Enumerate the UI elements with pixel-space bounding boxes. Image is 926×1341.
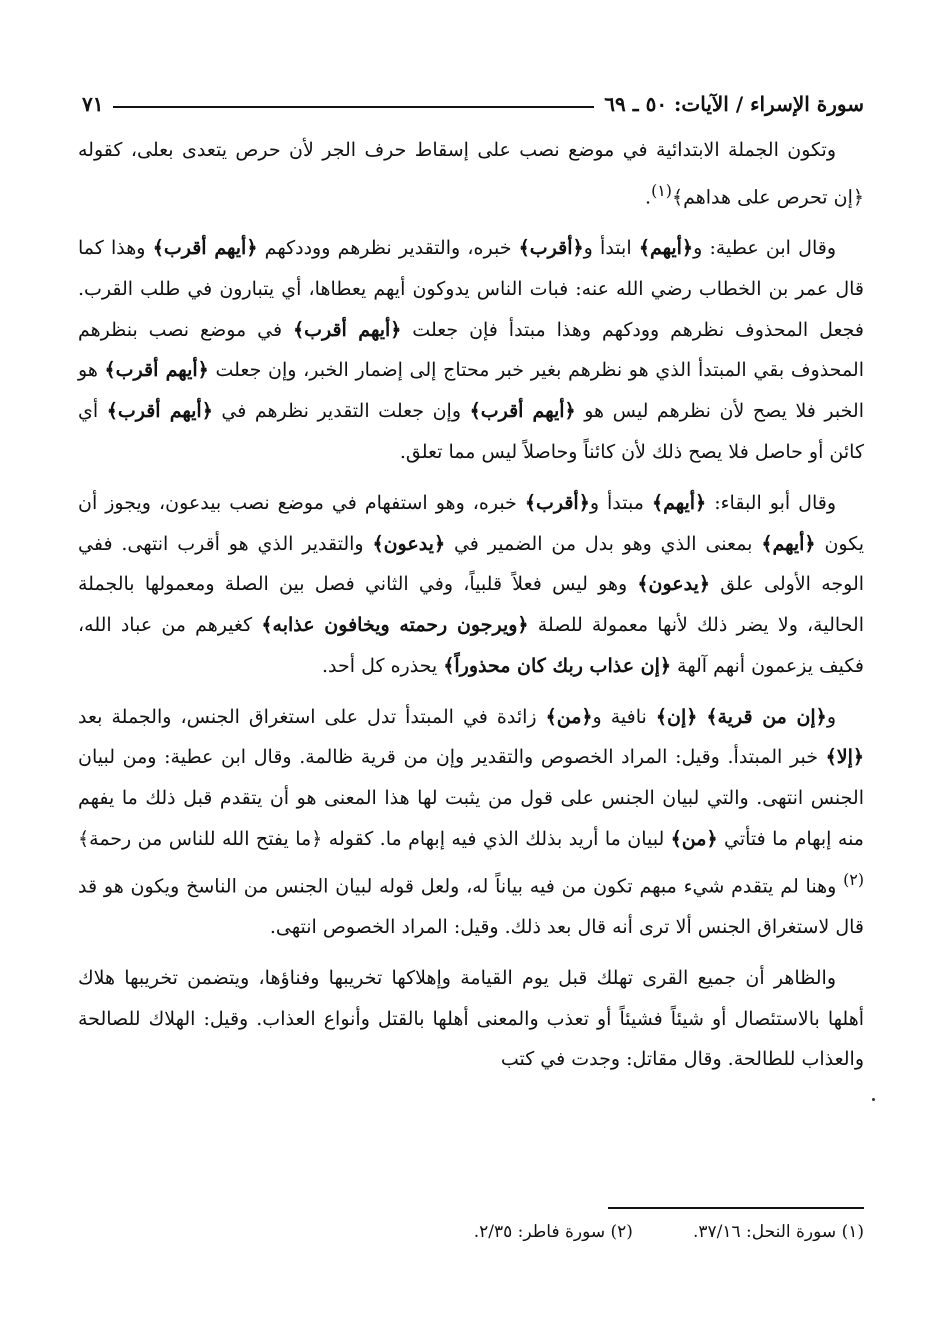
text-run: نافية و [592, 705, 656, 728]
header-title: سورة الإسراء / الآيات: ٥٠ ـ ٦٩ [604, 92, 864, 116]
quran-quote: ﴿أيهم أقرب﴾ [104, 359, 209, 382]
text-run: ابتدأ و [583, 236, 639, 259]
text-run: وقال ابن عطية: و [693, 236, 836, 259]
footnote-ref: (٢) [843, 869, 864, 889]
text-run: وتكون الجملة الابتدائية في موضع نصب على إسقاط حرف الجر لأن حرص يتعدى بعلى، كقوله ﴿إن تحرص على هداهم﴾ [78, 139, 864, 209]
quran-quote: ﴿أيهم أقرب﴾ [469, 400, 576, 423]
header-rule [113, 106, 594, 108]
text-run: والظاهر أن جميع القرى تهلك قبل يوم القيامة وإهلاكها تخريبها وفناؤها، ويتضمن تخريبها هلاك أهلها بالاستئصال أو شيئاً فشيئاً أو تعذب والمعنى أهلها بالقتل وأنواع العذاب. وقيل: الهلاك للصالحة والعذاب للطالحة. وقال مقاتل: وجدت في كتب [78, 966, 864, 1071]
text-run: وهنا لم يتقدم شيء مبهم تكون من فيه بياناً له، ولعل قوله لبيان الجنس من الناسخ ويكون هو قد قال لاستغراق الجنس ألا ترى أنه قال بعد ذلك. وقيل: المراد الخصوص انتهى. [78, 875, 864, 938]
footnote: (٢) سورة فاطر: ٢/٣٥. [473, 1222, 633, 1242]
quran-quote: ﴿أقرب﴾ [518, 236, 584, 259]
text-run: والتقدير الذي هو أقرب انتهى. ففي الوجه الأولى علق [78, 532, 865, 596]
text-run: . [645, 186, 652, 209]
text-run: وهو ليس فعلاً قلبياً، وفي الثاني فصل بين الصلة ومعمولها بالجملة الحالية، ولا يضر ذلك لأنها معمولة للصلة [78, 573, 865, 637]
paragraph [78, 697, 864, 948]
quran-quote: ﴿أيهم﴾ [651, 491, 707, 514]
quran-quote: ﴿إن عذاب ربك كان محذوراً﴾ [443, 654, 672, 677]
quran-quote: ﴿أيهم أقرب﴾ [152, 236, 258, 259]
running-header [82, 82, 864, 116]
paragraph [78, 228, 864, 473]
quran-quote: ﴿أيهم أقرب﴾ [292, 318, 402, 341]
quran-quote: ﴿أيهم﴾ [761, 532, 816, 555]
quran-quote: ﴿إن﴾ [655, 705, 698, 728]
text-run: خبره، وهو استفهام في موضع نصب بيدعون، ويجوز أن يكون [78, 491, 864, 555]
text-run: و [826, 705, 836, 728]
margin-mark [872, 1098, 875, 1101]
text-run: زائدة في المبتدأ تدل على استغراق الجنس، والجملة بعد [78, 705, 546, 728]
quran-quote: ﴿أيهم﴾ [638, 236, 694, 259]
paragraph [78, 958, 864, 1080]
text-run: كغيرهم من عباد الله، فكيف يزعمون أنهم آلهة [78, 614, 864, 677]
footnote-ref: (١) [651, 180, 672, 200]
text-run: خبره، والتقدير نظرهم ووددكهم [257, 236, 519, 259]
quran-quote: ﴿ويرجون رحمته ويخافون عذابه﴾ [261, 614, 529, 637]
body-text [78, 130, 864, 1090]
quran-quote: ﴿أيهم أقرب﴾ [106, 400, 213, 423]
footnotes [270, 1222, 864, 1242]
text-run: وإن جعلت التقدير نظرهم في [212, 400, 470, 423]
text-run: خبر المبتدأ. وقيل: المراد الخصوص والتقدير وإن من قرية ظالمة. وقال ابن عطية: ومن لبيان الجنس انتهى. والتي لبيان الجنس على قول من يثبت لها هذا المعنى هو أن يتقدم قبل ذلك ما يفهم منه إبهام ما فتأتي [78, 746, 864, 851]
footnote: (١) سورة النحل: ٣٧/١٦. [692, 1222, 864, 1242]
footnote-separator [608, 1207, 864, 1209]
text-run: يحذره كل أحد. [322, 654, 444, 677]
text-run: لبيان ما أريد بذلك الذي فيه إبهام ما. كقوله ﴿ما يفتح الله للناس من رحمة﴾ [78, 828, 671, 851]
quran-quote: ﴿أقرب﴾ [524, 491, 590, 514]
text-run: مبتدأ و [589, 491, 652, 514]
page-number: ٧١ [82, 92, 104, 116]
paragraph [78, 483, 864, 687]
text-run: في موضع نصب بنظرهم المحذوف بقي المبتدأ الذي هو نظرهم بغير خبر محتاج إلى إضمار الخبر، وإن جعلت [78, 318, 864, 382]
paragraph [78, 130, 864, 218]
quran-quote: ﴿من﴾ [670, 828, 718, 851]
text-run: وهذا كما قال عمر بن الخطاب رضي الله عنه: فبات الناس يدوكون أيهم يعطاها، أي يتبارون في طلب القرب. فجعل المحذوف نظرهم وودكهم وهذا مبتدأ فإن جعلت [78, 236, 864, 341]
text-run: وقال أبو البقاء: [706, 491, 837, 514]
quran-quote: ﴿إن من قرية﴾ [706, 705, 827, 728]
quran-quote: ﴿يدعون﴾ [372, 532, 446, 555]
quran-quote: ﴿إلا﴾ [825, 746, 864, 769]
text-run: أي كائن أو حاصل فلا يصح ذلك لأن كائناً وحاصلاً ليس مما تعلق. [78, 400, 864, 463]
text-run: بمعنى الذي وهو بدل من الضمير في [445, 532, 762, 555]
text-run: هو الخبر فلا يصح لأن نظرهم ليس هو [78, 359, 864, 423]
quran-quote: ﴿يدعون﴾ [637, 573, 711, 596]
quran-quote: ﴿من﴾ [545, 705, 593, 728]
